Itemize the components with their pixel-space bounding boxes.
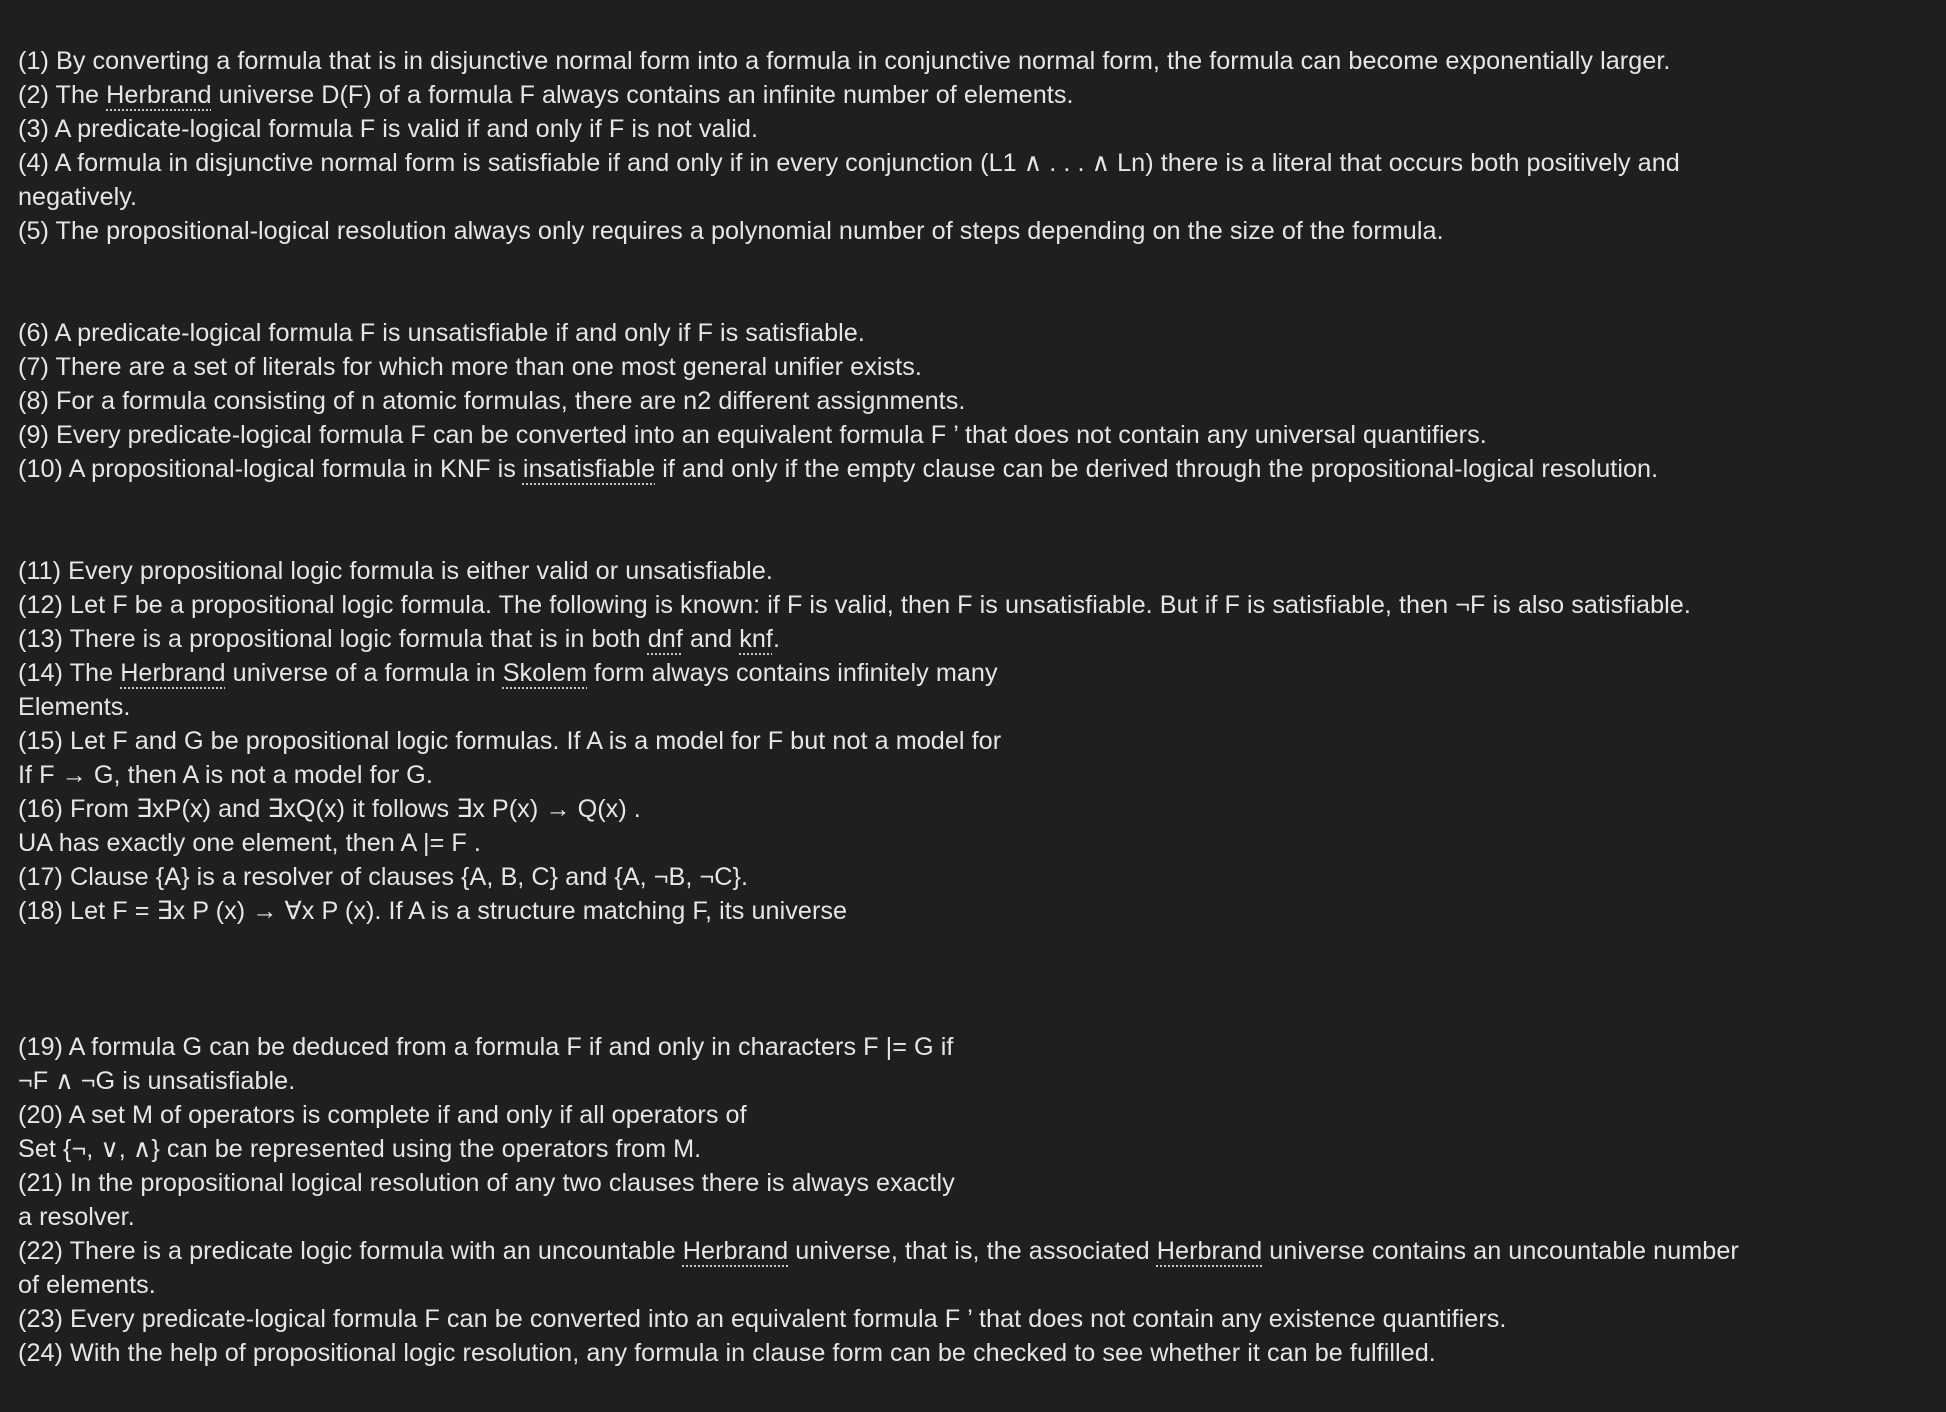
text-run: universe of a formula in [225,659,503,687]
spellcheck-flagged-word[interactable]: insatisfiable [522,455,656,483]
text-run: (10) A propositional-logical formula in KNF is [18,455,523,483]
text-line: of elements. [18,1271,156,1299]
blank-line [18,962,1934,996]
text-run: universe contains an uncountable number [1262,1237,1739,1265]
text-line: (12) Let F be a propositional logic formula. The following is known: if F is valid, then F is unsatisfiable. But if F is satisfiable, then ¬F is also satisfiable. [18,591,1691,619]
text-line [18,452,1934,486]
blank-line [18,486,1934,520]
text-line: (19) A formula G can be deduced from a formula F if and only in characters F |= G if [18,1033,954,1061]
text-editor-content[interactable] [18,44,1934,1370]
spellcheck-flagged-word[interactable]: Herbrand [120,659,226,687]
text-line [18,1234,1934,1268]
text-line [18,622,1934,656]
text-line: (21) In the propositional logical resolution of any two clauses there is always exactly [18,1169,955,1197]
text-line: UA has exactly one element, then A |= F . [18,829,481,857]
text-line: If F → G, then A is not a model for G. [18,761,433,789]
text-line: ¬F ∧ ¬G is unsatisfiable. [18,1067,296,1095]
text-line: (18) Let F = ∃x P (x) → ∀x P (x). If A is a structure matching F, its universe [18,897,848,925]
text-line: Elements. [18,693,131,721]
spellcheck-flagged-word[interactable]: Herbrand [682,1237,789,1265]
text-line: (24) With the help of propositional logic resolution, any formula in clause form can be checked to see whether it can be fulfilled. [18,1339,1436,1367]
text-line: (11) Every propositional logic formula is either valid or unsatisfiable. [18,557,773,585]
text-line: (17) Clause {A} is a resolver of clauses {A, B, C} and {A, ¬B, ¬C}. [18,863,748,891]
blank-line [18,282,1934,316]
text-line: Set {¬, ∨, ∧} can be represented using the operators from M. [18,1135,702,1163]
text-line [18,78,1934,112]
text-run: form always contains infinitely many [587,659,998,687]
text-line: (23) Every predicate-logical formula F can be converted into an equivalent formula F ’ that does not contain any existence quantifiers. [18,1305,1507,1333]
blank-line [18,928,1934,962]
spellcheck-flagged-word[interactable]: knf [739,625,773,653]
text-line: (16) From ∃xP(x) and ∃xQ(x) it follows ∃x P(x) → Q(x) . [18,795,641,823]
text-line: (9) Every predicate-logical formula F can be converted into an equivalent formula F ’ that does not contain any universal quantifiers. [18,421,1487,449]
text-line [18,656,1934,690]
text-line: a resolver. [18,1203,135,1231]
text-run: universe, that is, the associated [788,1237,1157,1265]
text-run: (22) There is a predicate logic formula with an uncountable [18,1237,683,1265]
text-run: if and only if the empty clause can be derived through the propositional-logical resolution. [655,455,1659,483]
blank-line [18,520,1934,554]
text-line: negatively. [18,183,138,211]
spellcheck-flagged-word[interactable]: Herbrand [106,81,212,109]
text-line: (20) A set M of operators is complete if and only if all operators of [18,1101,747,1129]
text-line: (5) The propositional-logical resolution always only requires a polynomial number of steps depending on the size of the formula. [18,217,1444,245]
text-line: (7) There are a set of literals for which more than one most general unifier exists. [18,353,922,381]
text-line: (8) For a formula consisting of n atomic formulas, there are n2 different assignments. [18,387,966,415]
text-run: universe D(F) of a formula F always contains an infinite number of elements. [211,81,1074,109]
text-line: (4) A formula in disjunctive normal form is satisfiable if and only if in every conjunction (L1 ∧ . . . ∧ Ln) there is a literal that occurs both positively and [18,149,1680,177]
spellcheck-flagged-word[interactable]: Herbrand [1156,1237,1263,1265]
blank-line [18,248,1934,282]
text-run: and [682,625,740,653]
text-line: (3) A predicate-logical formula F is valid if and only if F is not valid. [18,115,759,143]
blank-line [18,996,1934,1030]
spellcheck-flagged-word[interactable]: dnf [647,625,683,653]
text-run: . [772,625,781,653]
spellcheck-flagged-word[interactable]: Skolem [502,659,587,687]
text-run: (2) The [18,81,107,109]
text-line: (6) A predicate-logical formula F is unsatisfiable if and only if F is satisfiable. [18,319,865,347]
text-line: (1) By converting a formula that is in disjunctive normal form into a formula in conjunctive normal form, the formula can become exponentially larger. [18,47,1671,75]
text-run: (13) There is a propositional logic formula that is in both [18,625,648,653]
text-line: (15) Let F and G be propositional logic formulas. If A is a model for F but not a model for [18,727,1002,755]
text-run: (14) The [18,659,121,687]
